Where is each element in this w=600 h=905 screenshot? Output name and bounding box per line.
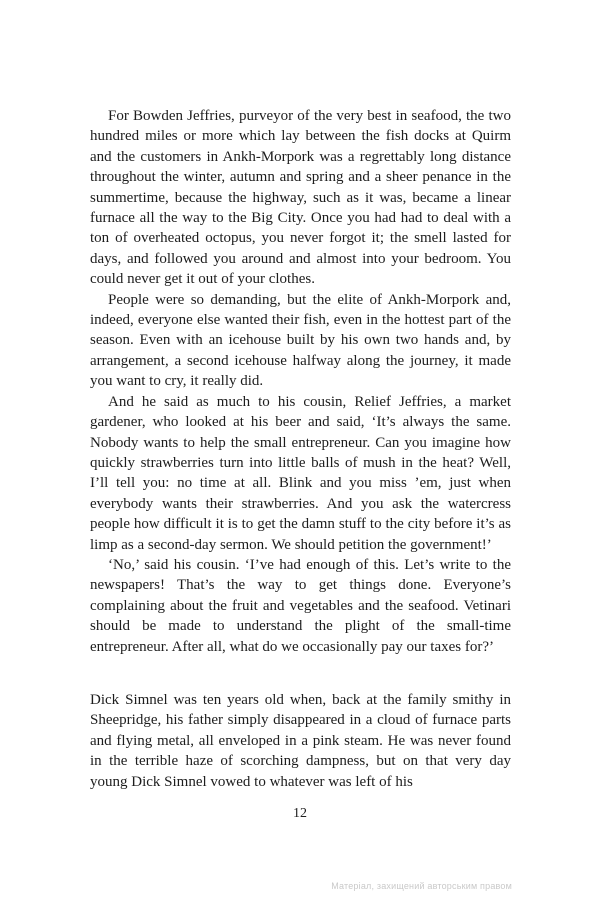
paragraph: People were so demanding, but the elite of Ankh-Morpork and, indeed, everyone else wanted their fish, even in the hottest part of the season. Even with an icehouse built by his own two hands and, by arrangement, a second icehouse halfway along the journey, it made you want to cry, it really did. bbox=[90, 291, 511, 390]
copyright-watermark: Матеріал, захищений авторським правом bbox=[331, 881, 512, 891]
paragraph: For Bowden Jeffries, purveyor of the very best in seafood, the two hundred miles or more which lay between the fish docks at Quirm and the customers in Ankh-Morpork was a regrettably long distance throughout the winter, autumn and spring and a sheer penance in the summertime, because the highway, such as it was, became a linear furnace all the way to the Big City. Once you had had to deal with a ton of overheated octopus, you never forgot it; the smell lasted for days, and followed you around and almost into your bedroom. You could never get it out of your clothes. bbox=[90, 108, 511, 288]
paragraph: ‘No,’ said his cousin. ‘I’ve had enough of this. Let’s write to the newspapers! That’s the way to get things done. Everyone’s complaining about the fruit and vegetables and the seafood. Vetinari should be made to understand the plight of the small-time entrepreneur. After all, what do we occasionally pay our taxes for?’ bbox=[90, 556, 511, 655]
page-text bbox=[90, 106, 511, 792]
page-number: 12 bbox=[293, 806, 307, 821]
paragraph-section-start: Dick Simnel was ten years old when, back at the family smithy in Sheepridge, his father simply disappeared in a cloud of furnace parts and flying metal, all enveloped in a pink steam. He was never found in the terrible haze of scorching dampness, but on that very day young Dick Simnel vowed to whatever was left of his bbox=[90, 691, 511, 790]
paragraph: And he said as much to his cousin, Relief Jeffries, a market gardener, who looked at his beer and said, ‘It’s always the same. Nobody wants to help the small entrepreneur. Can you imagine how quickly strawberries turn into little balls of mush in the heat? Well, I’ll tell you: no time at all. Blink and you miss ’em, just when everybody wants their strawberries. And you ask the watercress people how difficult it is to get the damn stuff to the city before it’s as limp as a second-day sermon. We should petition the government!’ bbox=[90, 393, 511, 553]
